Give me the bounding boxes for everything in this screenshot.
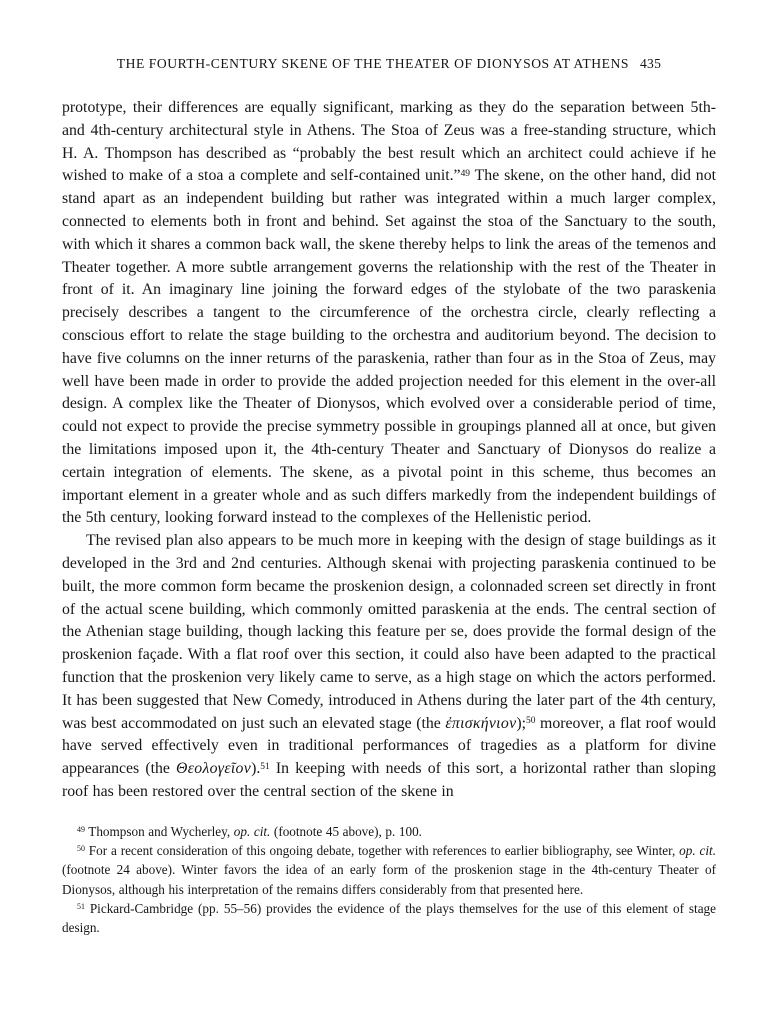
page-number: 435 (639, 56, 662, 71)
footnote-ref: 50 (77, 844, 85, 854)
footnote-ref: 51 (260, 761, 270, 772)
paragraph-2 (62, 530, 716, 804)
text-segment: Pickard-Cambridge (pp. 55–56) provides the evidence of the plays themselves for the use of this element of stage design. (62, 900, 716, 936)
text-segment: ); (516, 714, 527, 732)
text-segment: op. cit. (679, 843, 716, 858)
text-segment: (footnote 45 above), p. 100. (270, 823, 422, 839)
header-title: THE FOURTH-CENTURY SKENE OF THE THEATER OF DIONYSOS AT ATHENS (116, 56, 629, 71)
text-segment: For a recent consideration of this ongoing debate, together with references to earlier bibliography, see Winter, (84, 843, 680, 858)
footnote-50 (62, 841, 716, 899)
footnote-ref: 50 (526, 715, 536, 726)
footnote-ref: 51 (77, 902, 85, 912)
footnote-49 (62, 822, 716, 841)
text-segment: ). (251, 760, 261, 778)
paragraph-1 (62, 97, 716, 530)
greek-term: ἐπισκήνιον (445, 714, 517, 732)
text-segment: (footnote 24 above). Winter favors the idea of an early form of the proskenion stage in the 4th-century Theater of Dionysos, although his interpretation of the remains differs considerably from that presented here. (62, 862, 716, 897)
footnote-51 (62, 899, 716, 938)
greek-term: Θεολογεῖον (176, 760, 252, 778)
text-segment: The skene, on the other hand, did not stand apart as an independent building but rather was integrated within a much larger complex, connected to elements both in front and behind. Set against the stoa of the Sanctuary to the south, with which it shares a common back wall, the skene thereby helps to link the areas of the temenos and Theater together. A more subtle arrangement governs the relationship with the rest of the Theater in front of it. An imaginary line joining the forward edges of the stylobate of the two paraskenia precisely describes a tangent to the circumference of the orchestra circle, clearly reflecting a conscious effort to relate the stage building to the orchestra and auditorium beyond. The decision to have five columns on the inner returns of the paraskenia, rather than four as in the Stoa of Zeus, may well have been made in order to provide the added projection needed for this element in the over-all design. A complex like the Theater of Dionysos, which evolved over a considerable period of time, could not expect to provide the precise symmetry possible in groupings planned all at once, but given the limitations imposed upon it, the 4th-century Theater and Sanctuary of Dionysos do realize a certain integration of elements. The skene, as a pivotal point in this scheme, thus becomes an important element in a greater whole and as such differs markedly from the independent buildings of the 5th century, looking forward instead to the complexes of the Hellenistic period. (62, 167, 716, 527)
running-header (62, 56, 716, 72)
text-segment: The revised plan also appears to be much more in keeping with the design of stage buildings as it developed in the 3rd and 2nd centuries. Although skenai with projecting paraskenia continued to be built, the more common form became the proskenion design, a colonnaded screen set directly in front of the actual scene building, which commonly omitted paraskenia at the ends. The central section of the Athenian stage building, though lacking this feature per se, does provide the formal design of the proskenion façade. With a flat roof over this section, it could also have been adapted to the practical function that the proskenion very likely came to serve, as a high stage on which the actors performed. It has been suggested that New Comedy, introduced in Athens during the later part of the 4th century, was best accommodated on just such an elevated stage (the (62, 532, 716, 732)
text-segment: In keeping with needs of this sort, a horizontal rather than sloping roof has been restored over the central section of the skene in (62, 760, 716, 800)
footnote-ref: 49 (77, 824, 85, 834)
text-segment: moreover, a flat roof would have served effectively even in traditional performances of tragedies as a platform for divine appearances (the (62, 714, 716, 778)
text-segment: prototype, their differences are equally significant, marking as they do the separation between 5th- and 4th-century architectural style in Athens. The Stoa of Zeus was a free-standing structure, which H. A. Thompson has described as “probably the best result which an architect could achieve if he wished to make of a stoa a complete and self-contained unit.” (62, 99, 716, 185)
footnote-ref: 49 (460, 168, 471, 179)
text-segment: Thompson and Wycherley, (84, 823, 234, 839)
text-segment: op. cit. (233, 823, 271, 839)
footnotes (62, 822, 716, 938)
body-text (62, 97, 716, 804)
